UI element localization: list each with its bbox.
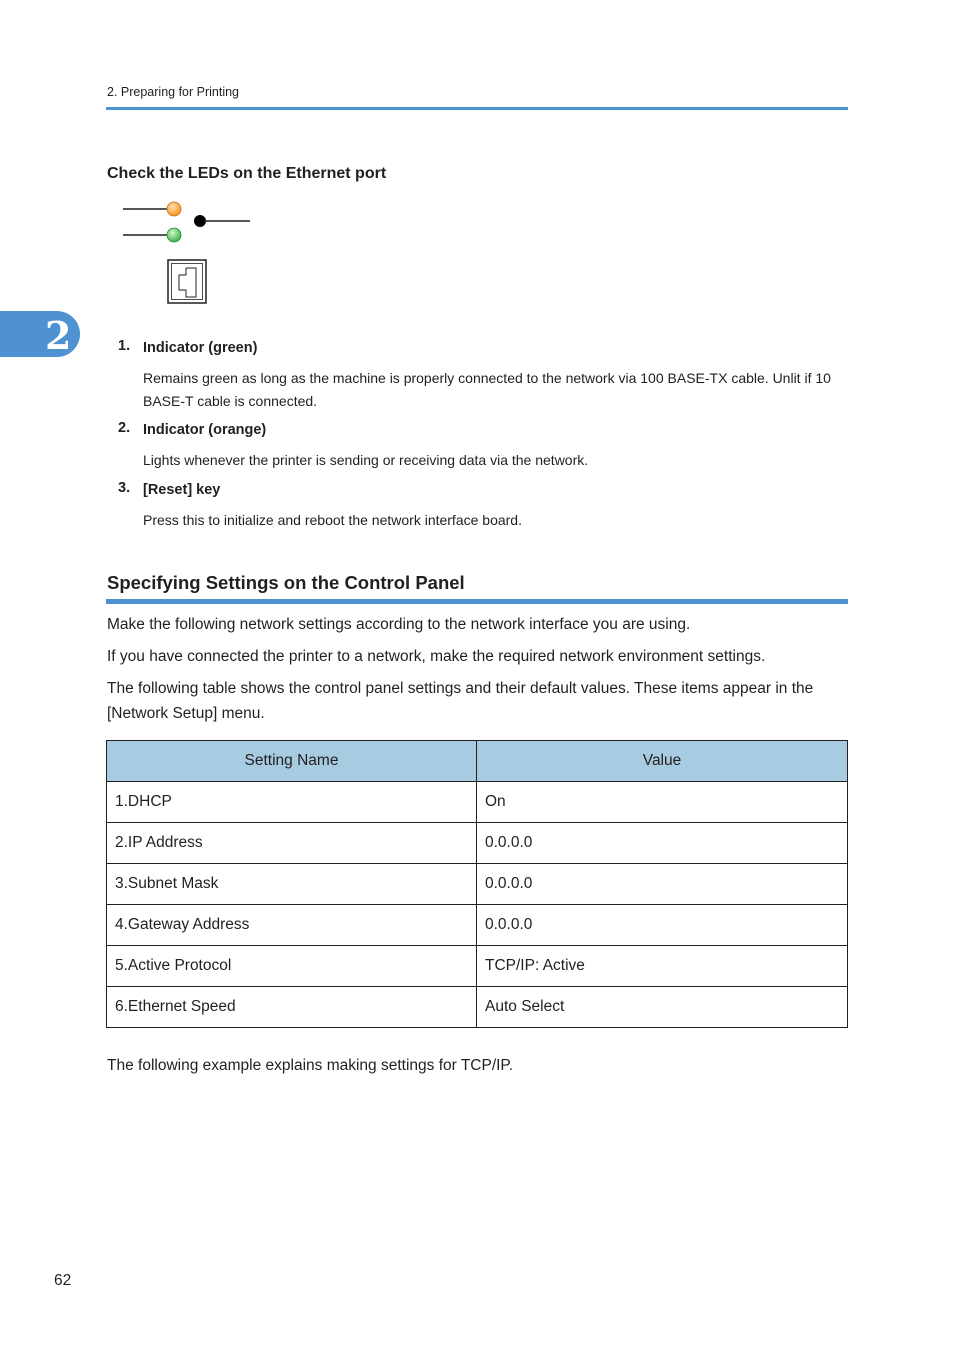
indicator-list [118, 338, 848, 540]
table-row [107, 823, 848, 864]
chapter-number: 2 [45, 313, 72, 358]
orange-led-icon [167, 202, 181, 216]
chapter-tab [0, 311, 80, 357]
table-row [107, 864, 848, 905]
item-description: Lights whenever the printer is sending or receiving data via the network. [143, 452, 589, 468]
figure-heading: Check the LEDs on the Ethernet port [107, 165, 387, 182]
green-led-icon [167, 228, 181, 242]
header-rule [106, 107, 848, 110]
table-row [107, 987, 848, 1028]
value-cell: On [477, 782, 848, 823]
item-description: Remains green as long as the machine is properly connected to the network via 100 BASE-TX cable. Unlit if 10 BASE-T cable is connected. [143, 370, 831, 409]
item-number: 3. [118, 480, 131, 496]
column-header: Setting Name [107, 741, 477, 782]
page-number: 62 [54, 1272, 72, 1289]
section-heading: Specifying Settings on the Control Panel [107, 572, 465, 593]
table-row [107, 946, 848, 987]
setting-name-cell: 4.Gateway Address [107, 905, 477, 946]
table-header-row [107, 741, 848, 782]
item-number: 1. [118, 338, 131, 354]
value-cell: 0.0.0.0 [477, 905, 848, 946]
list-item [118, 338, 848, 420]
setting-name-cell: 2.IP Address [107, 823, 477, 864]
settings-table [106, 740, 848, 1028]
item-title: Indicator (green) [143, 340, 258, 356]
item-title: Indicator (orange) [143, 422, 267, 438]
value-cell: Auto Select [477, 987, 848, 1028]
list-item [118, 420, 848, 480]
paragraph: If you have connected the printer to a network, make the required network environment settings. [107, 648, 766, 665]
setting-name-cell: 1.DHCP [107, 782, 477, 823]
running-header: 2. Preparing for Printing [107, 85, 240, 99]
setting-name-cell: 5.Active Protocol [107, 946, 477, 987]
table-row [107, 905, 848, 946]
table-row [107, 782, 848, 823]
section-rule [106, 599, 848, 604]
setting-name-cell: 3.Subnet Mask [107, 864, 477, 905]
column-header: Value [477, 741, 848, 782]
list-item [118, 480, 848, 540]
value-cell: 0.0.0.0 [477, 823, 848, 864]
setting-name-cell: 6.Ethernet Speed [107, 987, 477, 1028]
item-description: Press this to initialize and reboot the network interface board. [143, 512, 522, 528]
paragraph: Make the following network settings according to the network interface you are using. [107, 616, 691, 633]
item-number: 2. [118, 420, 131, 436]
item-title: [Reset] key [143, 482, 221, 498]
ethernet-port-figure [118, 196, 258, 311]
paragraph: The following table shows the control panel settings and their default values. These items appear in the [Network Setup] menu. [107, 680, 814, 722]
value-cell: 0.0.0.0 [477, 864, 848, 905]
value-cell: TCP/IP: Active [477, 946, 848, 987]
closing-paragraph: The following example explains making settings for TCP/IP. [107, 1057, 514, 1074]
